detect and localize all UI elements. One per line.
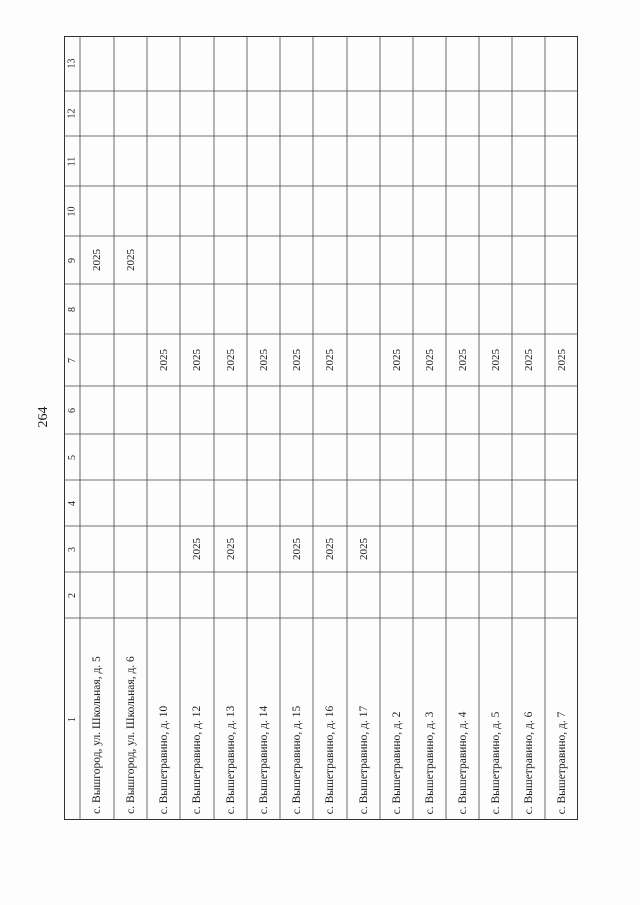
cell-value-col-3 (313, 526, 347, 572)
row-address-text: с. Вышетравино, д. 7 (555, 711, 568, 814)
cell-value-col-3-text: 2025 (290, 538, 303, 560)
row-address (214, 618, 247, 820)
cell-value-col-7 (512, 334, 545, 386)
cell-value-col-7-text: 2025 (390, 349, 403, 371)
header-col-5-text: 5 (66, 454, 78, 460)
row-address (545, 618, 578, 820)
cell-value-col-7-text: 2025 (157, 349, 170, 371)
cell-value-col-7-text: 2025 (456, 349, 469, 371)
row-address-text: с. Вышетравино, д. 6 (522, 711, 535, 814)
header-col-10-text: 10 (66, 206, 78, 216)
row-address (512, 618, 545, 820)
row-address-text: с. Вышетравино, д. 5 (489, 711, 502, 814)
header-col-13-text: 13 (66, 58, 78, 69)
row-address (180, 618, 214, 820)
row-address-text: с. Вышетравино, д. 3 (423, 711, 436, 814)
cell-value-col-7 (446, 334, 479, 386)
header-col-12-text: 12 (66, 108, 78, 119)
row-address-text: с. Вышетравино, д. 16 (324, 705, 336, 814)
header-col-5 (64, 434, 80, 480)
header-col-4-text: 4 (66, 500, 78, 506)
cell-value-col-7 (280, 334, 313, 386)
cell-value-col-3-text: 2025 (191, 538, 203, 560)
row-address-text: с. Вышетравино, д. 14 (257, 705, 270, 814)
row-address-text: с. Вышетравино, д. 17 (357, 705, 370, 814)
header-col-3-text: 3 (66, 546, 78, 552)
row-address-text: с. Вышетравино, д. 10 (157, 705, 170, 814)
cell-value-col-9-text: 2025 (91, 249, 103, 271)
cell-value-col-3 (214, 526, 247, 572)
cell-value-col-7 (147, 334, 180, 386)
header-col-6 (64, 386, 80, 434)
cell-value-col-7-text: 2025 (324, 349, 336, 371)
row-address (80, 618, 114, 820)
cell-value-col-7-text: 2025 (555, 349, 568, 371)
row-address (280, 618, 313, 820)
header-col-12 (64, 91, 80, 136)
cell-value-col-7 (413, 334, 446, 386)
row-address (479, 618, 512, 820)
cell-value-col-7-text: 2025 (423, 349, 436, 371)
header-col-8-text: 8 (66, 306, 78, 312)
header-col-11 (64, 136, 80, 186)
cell-value-col-7-text: 2025 (522, 349, 535, 371)
cell-value-col-3 (180, 526, 214, 572)
row-address-text: с. Вышетравино, д. 15 (290, 705, 303, 814)
cell-value-col-9-text: 2025 (124, 249, 137, 271)
header-col-9-text: 9 (66, 257, 78, 263)
header-col-8 (64, 284, 80, 334)
header-col-1-text: 1 (66, 716, 78, 722)
page-number (30, 403, 58, 431)
cell-value-col-7-text: 2025 (191, 349, 203, 371)
rotated-table (64, 36, 578, 820)
cell-value-col-3 (347, 526, 380, 572)
cell-value-col-3-text: 2025 (357, 538, 370, 560)
row-address-text: с. Вышетравино, д. 12 (191, 705, 203, 814)
row-address-text: с. Вышгород, ул. Школьная, д. 6 (124, 656, 137, 814)
cell-value-col-7-text: 2025 (290, 349, 303, 371)
cell-value-col-7-text: 2025 (489, 349, 502, 371)
row-address (313, 618, 347, 820)
row-address-text: с. Вышетравино, д. 2 (390, 711, 403, 814)
row-address-text: с. Вышетравино, д. 13 (224, 705, 237, 814)
header-col-7 (64, 334, 80, 386)
header-col-1 (64, 618, 80, 820)
cell-value-col-7 (313, 334, 347, 386)
row-address-text: с. Вышгород, ул. Школьная, д. 5 (91, 656, 103, 814)
row-address (380, 618, 413, 820)
header-col-4 (64, 480, 80, 526)
header-col-2-text: 2 (66, 592, 78, 598)
cell-value-col-3-text: 2025 (324, 538, 336, 560)
header-col-7-text: 7 (66, 357, 78, 363)
cell-value-col-7 (380, 334, 413, 386)
header-col-10 (64, 186, 80, 236)
cell-value-col-3 (280, 526, 313, 572)
row-address (247, 618, 280, 820)
row-address (147, 618, 180, 820)
cell-value-col-7 (180, 334, 214, 386)
row-address (114, 618, 147, 820)
row-address (413, 618, 446, 820)
cell-value-col-7-text: 2025 (257, 349, 270, 371)
cell-value-col-3-text: 2025 (224, 538, 237, 560)
page-number-text: 264 (36, 406, 51, 428)
row-address (347, 618, 380, 820)
row-address-text: с. Вышетравино, д. 4 (456, 711, 469, 814)
cell-value-col-7 (214, 334, 247, 386)
header-col-6-text: 6 (66, 407, 78, 413)
header-col-2 (64, 572, 80, 618)
cell-value-col-9 (80, 236, 114, 284)
cell-value-col-7 (479, 334, 512, 386)
header-col-13 (64, 36, 80, 91)
cell-value-col-7-text: 2025 (224, 349, 237, 371)
row-address (446, 618, 479, 820)
header-col-9 (64, 236, 80, 284)
cell-value-col-9 (114, 236, 147, 284)
cell-value-col-7 (247, 334, 280, 386)
cell-value-col-7 (545, 334, 578, 386)
header-col-3 (64, 526, 80, 572)
header-col-11-text: 11 (66, 156, 78, 166)
